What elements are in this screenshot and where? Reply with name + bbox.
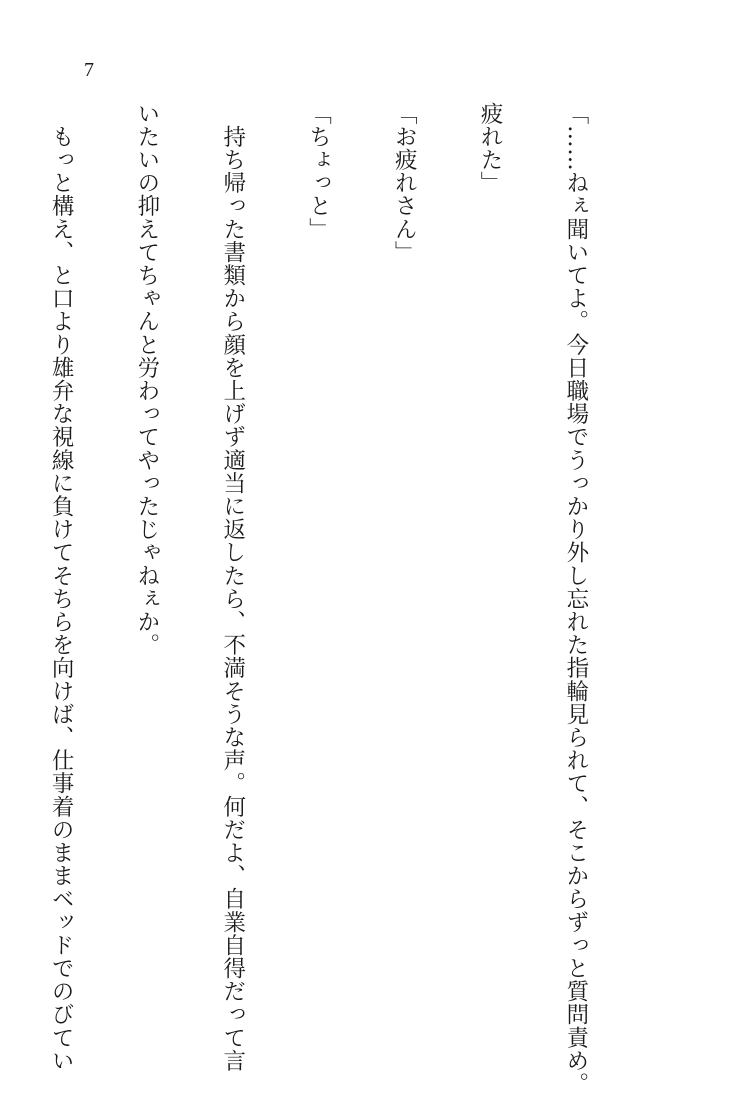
page-number: 7 xyxy=(84,59,94,81)
text-line: 疲れた」 xyxy=(477,102,504,195)
text-line: 持ち帰った書類から顔を上げず適当に返したら、不満そうな声。何だよ、自業自得だって言 xyxy=(219,102,246,1073)
text-line: いたいの抑えてちゃんと労わってやったじゃねぇか。 xyxy=(133,102,160,657)
text-line: 「……ねぇ聞いてよ。今日職場でうっかり外し忘れた指輪見られて、そこからずっと質問責め。 xyxy=(562,102,589,1095)
text-line: もっと構え、と口より雄弁な視線に負けてそちらを向けば、仕事着のままベッドでのびてい xyxy=(48,102,75,1073)
body-text xyxy=(0,102,647,1095)
text-line: 「お疲れさん」 xyxy=(391,102,418,264)
text-line: 「ちょっと」 xyxy=(305,102,332,241)
